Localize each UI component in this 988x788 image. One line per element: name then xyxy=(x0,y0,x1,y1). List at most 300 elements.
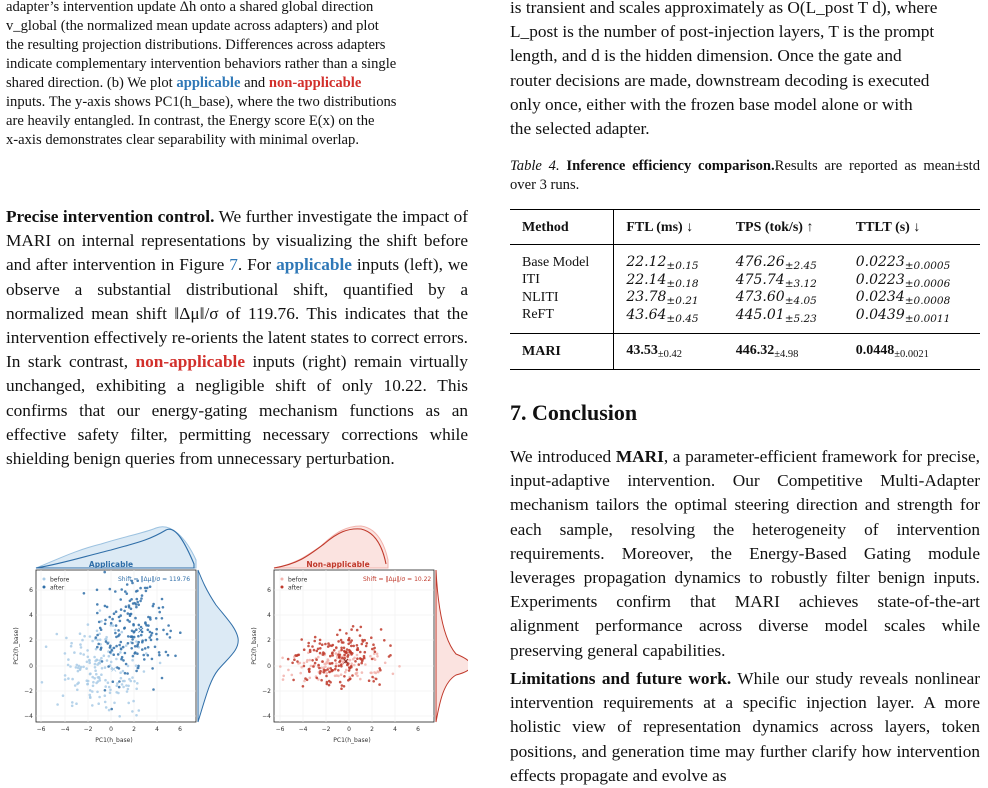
scatter-point xyxy=(144,647,147,650)
scatter-point xyxy=(324,643,327,646)
scatter-point xyxy=(384,662,387,665)
scatter-point xyxy=(112,624,115,627)
caption-nonapplicable: non-applicable xyxy=(268,75,362,91)
scatter-point xyxy=(86,649,89,652)
scatter-point xyxy=(372,643,375,646)
caption-line: x-axis demonstrates clear separability with minimal overlap. xyxy=(6,132,359,148)
scatter-point xyxy=(95,673,98,676)
scatter-point xyxy=(356,671,359,674)
scatter-point xyxy=(86,683,89,686)
precise-paragraph: Precise intervention control. We further investigate the impact of MARI on internal representations by visualizing the shift before and after intervention in Figure 7. For applicable inputs (left), we observe a substantial distributional shift, quantified by a normalized mean shift ‖Δμ‖/σ of 119.76. This indicates that the intervention effectively re-orients the latent states to correct errors. In stark contrast, non-applicable inputs (right) remain virtually unchanged, exhibiting a negligible shift of only 10.22. This confirms that our energy-gating mechanism functions as an effective safety filter, permitting necessary corrections while shielding benign queries from unnecessary perturbation. xyxy=(6,207,468,469)
scatter-point xyxy=(101,660,104,663)
scatter-point xyxy=(110,708,113,711)
legend-dot-after xyxy=(43,586,46,589)
scatter-point xyxy=(79,652,82,655)
table-row: ReFT $43.64_{\pm 0.45}$ $445.01_{\pm 5.23}$ $0.0439_{\pm 0.0011}$ xyxy=(510,307,980,334)
scatter-point xyxy=(356,654,359,657)
scatter-point xyxy=(97,702,100,705)
scatter-point xyxy=(350,645,353,648)
scatter-point xyxy=(376,655,379,658)
scatter-point xyxy=(331,669,334,672)
scatter-point xyxy=(134,645,137,648)
scatter-point xyxy=(115,624,118,627)
scatter-point xyxy=(339,681,342,684)
svg-text:4: 4 xyxy=(155,726,159,733)
caption-line: indicate complementary intervention behaviors rather than a single xyxy=(6,56,397,72)
scatter-point xyxy=(120,648,123,651)
scatter-point xyxy=(364,651,367,654)
scatter-point xyxy=(71,678,74,681)
scatter-point xyxy=(161,598,164,601)
scatter-point xyxy=(316,650,319,653)
scatter-point xyxy=(67,664,70,667)
scatter-point xyxy=(96,634,99,637)
scatter-point xyxy=(364,663,367,666)
scatter-point xyxy=(126,583,129,586)
centroid-marker-after: × xyxy=(137,626,145,636)
scatter-point xyxy=(106,659,109,662)
scatter-point xyxy=(124,672,127,675)
scatter-point xyxy=(137,667,140,670)
scatter-point xyxy=(145,590,148,593)
svg-text:−6: −6 xyxy=(36,726,46,733)
scatter-point xyxy=(101,667,104,670)
scatter-point xyxy=(122,670,125,673)
panel-applicable xyxy=(13,527,238,744)
scatter-point xyxy=(115,658,118,661)
scatter-point xyxy=(89,635,92,638)
caption-line: inputs. The y-axis shows PC1(h_base), where the two distributions xyxy=(6,94,397,110)
scatter-point xyxy=(333,649,336,652)
scatter-point xyxy=(327,659,330,662)
scatter-point xyxy=(360,658,363,661)
scatter-point xyxy=(344,671,347,674)
scatter-point xyxy=(104,701,107,704)
scatter-point xyxy=(112,653,115,656)
scatter-point xyxy=(118,667,121,670)
scatter-point xyxy=(91,690,94,693)
scatter-point xyxy=(128,620,131,623)
scatter-point xyxy=(321,643,324,646)
table-header: TTLT (s) ↓ xyxy=(844,210,980,245)
scatter-point xyxy=(70,645,73,648)
scatter-point xyxy=(326,681,329,684)
scatter-point xyxy=(279,665,282,668)
scatter-point xyxy=(398,665,401,668)
scatter-point xyxy=(127,612,130,615)
scatter-point xyxy=(300,638,303,641)
svg-text:2: 2 xyxy=(132,726,136,733)
scatter-point xyxy=(140,597,143,600)
scatter-point xyxy=(139,600,142,603)
shift-label: Shift = ‖Δμ‖/σ = 10.22 xyxy=(363,576,432,583)
scatter-point xyxy=(322,653,325,656)
scatter-point xyxy=(65,637,68,640)
scatter-point xyxy=(120,588,123,591)
scatter-point xyxy=(392,673,395,676)
scatter-point xyxy=(56,633,59,636)
centroid-marker-before: × xyxy=(110,665,118,675)
scatter-point xyxy=(127,688,130,691)
scatter-point xyxy=(127,685,130,688)
scatter-point xyxy=(108,616,111,619)
text-line: the selected adapter. xyxy=(510,119,650,139)
scatter-point xyxy=(108,709,111,712)
scatter-point xyxy=(120,641,123,644)
scatter-point xyxy=(328,684,331,687)
scatter-point xyxy=(311,659,314,662)
applicable-term: applicable xyxy=(276,255,352,275)
scatter-point xyxy=(118,715,121,718)
svg-text:6: 6 xyxy=(29,587,33,594)
scatter-point xyxy=(359,678,362,681)
scatter-point xyxy=(155,633,158,636)
scatter-point xyxy=(79,643,82,646)
scatter-point xyxy=(332,644,335,647)
scatter-point xyxy=(340,687,343,690)
svg-text:4: 4 xyxy=(393,726,397,733)
scatter-point xyxy=(300,666,303,669)
scatter-point xyxy=(128,604,131,607)
scatter-point xyxy=(126,592,129,595)
scatter-point xyxy=(303,648,306,651)
scatter-point xyxy=(309,650,312,653)
svg-text:−4: −4 xyxy=(24,713,33,720)
scatter-point xyxy=(147,646,150,649)
scatter-point xyxy=(127,635,130,638)
scatter-point xyxy=(97,643,100,646)
intro-text xyxy=(510,0,980,141)
scatter-point xyxy=(313,649,316,652)
scatter-point xyxy=(380,628,383,631)
scatter-point xyxy=(166,633,169,636)
scatter-point xyxy=(141,594,144,597)
scatter-point xyxy=(151,658,154,661)
scatter-point xyxy=(98,696,101,699)
scatter-point xyxy=(346,648,349,651)
scatter-point xyxy=(345,632,348,635)
scatter-point xyxy=(294,654,297,657)
scatter-point xyxy=(126,672,129,675)
legend-dot-after xyxy=(281,586,284,589)
scatter-point xyxy=(127,642,130,645)
scatter-point xyxy=(313,640,316,643)
scatter-point xyxy=(143,670,146,673)
shift-label: Shift = ‖Δμ‖/σ = 119.76 xyxy=(118,576,191,583)
scatter-point xyxy=(156,638,159,641)
scatter-point xyxy=(125,644,128,647)
scatter-point xyxy=(98,677,101,680)
svg-text:−2: −2 xyxy=(83,726,93,733)
scatter-point xyxy=(92,681,95,684)
scatter-point xyxy=(161,617,164,620)
scatter-point xyxy=(137,641,140,644)
scatter-point xyxy=(79,667,82,670)
caption-line: shared direction. (b) We plot applicable and non-applicable xyxy=(6,75,362,91)
text-line: only once, either with the frozen base model alone or with xyxy=(510,94,913,114)
scatter-point xyxy=(103,571,106,574)
scatter-point xyxy=(133,680,136,683)
scatter-point xyxy=(136,598,139,601)
scatter-point xyxy=(76,689,79,692)
scatter-point xyxy=(122,680,125,683)
scatter-point xyxy=(383,639,386,642)
scatter-point xyxy=(369,672,372,675)
scatter-point xyxy=(116,684,119,687)
scatter-point xyxy=(282,675,285,678)
scatter-point xyxy=(114,632,117,635)
scatter-point xyxy=(82,666,85,669)
scatter-point xyxy=(368,679,371,682)
panel-nonapplicable xyxy=(251,526,468,744)
scatter-point xyxy=(162,606,165,609)
scatter-point xyxy=(149,618,152,621)
scatter-point xyxy=(352,645,355,648)
scatter-point xyxy=(124,652,127,655)
scatter-point xyxy=(349,678,352,681)
scatter-point xyxy=(311,645,314,648)
scatter-point xyxy=(375,672,378,675)
figure-ref-link[interactable]: 7 xyxy=(229,255,238,275)
scatter-point xyxy=(93,656,96,659)
scatter-point xyxy=(350,628,353,631)
scatter-point xyxy=(119,651,122,654)
scatter-point xyxy=(309,677,312,680)
scatter-point xyxy=(281,657,284,660)
table-header: TPS (tok/s) ↑ xyxy=(724,210,844,245)
scatter-point xyxy=(335,652,338,655)
scatter-point xyxy=(150,634,153,637)
svg-text:6: 6 xyxy=(178,726,182,733)
scatter-point xyxy=(100,628,103,631)
scatter-point xyxy=(126,690,129,693)
scatter-point xyxy=(145,639,148,642)
svg-text:−4: −4 xyxy=(262,713,271,720)
svg-text:2: 2 xyxy=(29,637,33,644)
scatter-point xyxy=(100,657,103,660)
scatter-point xyxy=(134,651,137,654)
scatter-point xyxy=(374,651,377,654)
scatter-point xyxy=(293,658,296,661)
scatter-point xyxy=(82,653,85,656)
caption-line: v_global (the normalized mean update across adapters) and plot xyxy=(6,18,379,34)
scatter-point xyxy=(319,652,322,655)
scatter-point xyxy=(357,649,360,652)
scatter-point xyxy=(365,645,368,648)
scatter-point xyxy=(129,613,132,616)
scatter-point xyxy=(371,658,374,661)
scatter-point xyxy=(159,662,162,665)
scatter-point xyxy=(335,665,338,668)
conclusion-heading: 7. Conclusion xyxy=(510,400,638,425)
scatter-point xyxy=(95,636,98,639)
scatter-point xyxy=(117,629,120,632)
scatter-point xyxy=(130,680,133,683)
scatter-point xyxy=(133,630,136,633)
legend-after: after xyxy=(288,584,303,592)
scatter-point xyxy=(338,661,341,664)
scatter-point xyxy=(79,632,82,635)
shift-figure xyxy=(6,520,468,770)
scatter-point xyxy=(81,639,84,642)
scatter-point xyxy=(104,689,107,692)
scatter-point xyxy=(131,638,134,641)
scatter-point xyxy=(136,590,139,593)
scatter-point xyxy=(321,660,324,663)
scatter-point xyxy=(373,647,376,650)
scatter-point xyxy=(131,710,134,713)
scatter-point xyxy=(141,641,144,644)
scatter-point xyxy=(308,668,311,671)
scatter-point xyxy=(107,681,110,684)
scatter-point xyxy=(344,651,347,654)
scatter-point xyxy=(122,646,125,649)
scatter-point xyxy=(104,685,107,688)
scatter-point xyxy=(310,665,313,668)
scatter-point xyxy=(64,652,67,655)
scatter-point xyxy=(91,640,94,643)
scatter-point xyxy=(150,639,153,642)
svg-text:−6: −6 xyxy=(275,726,285,733)
svg-text:−4: −4 xyxy=(60,726,70,733)
scatter-point xyxy=(136,601,139,604)
scatter-point xyxy=(348,669,351,672)
caption-applicable: applicable xyxy=(176,75,241,91)
scatter-point xyxy=(119,620,122,623)
scatter-point xyxy=(104,623,107,626)
scatter-point xyxy=(359,651,362,654)
scatter-point xyxy=(67,658,70,661)
scatter-point xyxy=(73,651,76,654)
scatter-point xyxy=(158,651,161,654)
scatter-point xyxy=(149,585,152,588)
scatter-point xyxy=(67,677,70,680)
scatter-point xyxy=(118,680,121,683)
legend-dot-before xyxy=(281,578,284,581)
scatter-point xyxy=(75,702,78,705)
scatter-point xyxy=(87,680,90,683)
scatter-point xyxy=(155,617,158,620)
caption-line: adapter’s intervention update Δh onto a shared global direction xyxy=(6,0,374,15)
scatter-point xyxy=(389,644,392,647)
scatter-point xyxy=(113,647,116,650)
scatter-point xyxy=(96,612,99,615)
caption-line: the resulting projection distributions. Differences across adapters xyxy=(6,37,386,53)
scatter-point xyxy=(89,694,92,697)
scatter-point xyxy=(388,655,391,658)
panel-title: Non-applicable xyxy=(306,560,370,569)
scatter-point xyxy=(174,655,177,658)
scatter-point xyxy=(125,663,128,666)
scatter-point xyxy=(134,617,137,620)
scatter-point xyxy=(319,647,322,650)
scatter-point xyxy=(350,662,353,665)
scatter-point xyxy=(361,671,364,674)
scatter-point xyxy=(319,639,322,642)
scatter-point xyxy=(71,705,74,708)
scatter-point xyxy=(127,702,130,705)
scatter-point xyxy=(343,654,346,657)
scatter-point xyxy=(349,641,352,644)
scatter-point xyxy=(356,675,359,678)
efficiency-table xyxy=(510,209,980,370)
scatter-point xyxy=(351,652,354,655)
scatter-point xyxy=(116,682,119,685)
scatter-point xyxy=(64,674,67,677)
scatter-point xyxy=(169,630,172,633)
svg-text:0: 0 xyxy=(267,663,271,670)
scatter-point xyxy=(141,648,144,651)
x-axis-label: PC1(h_base) xyxy=(333,737,371,744)
scatter-point xyxy=(83,635,86,638)
scatter-point xyxy=(96,691,99,694)
scatter-point xyxy=(88,662,91,665)
scatter-point xyxy=(123,627,126,630)
scatter-point xyxy=(88,659,91,662)
scatter-point xyxy=(325,662,328,665)
table-header: Method xyxy=(510,210,614,245)
svg-text:6: 6 xyxy=(416,726,420,733)
scatter-point xyxy=(131,659,134,662)
scatter-point xyxy=(96,589,99,592)
svg-text:−4: −4 xyxy=(298,726,308,733)
scatter-point xyxy=(312,665,315,668)
scatter-point xyxy=(123,610,126,613)
scatter-point xyxy=(122,659,125,662)
scatter-point xyxy=(135,670,138,673)
table-row: Base Model $22.12_{\pm 0.15}$ $476.26_{\pm 2.45}$ $0.0223_{\pm 0.0005}$ xyxy=(510,245,980,272)
scatter-point xyxy=(94,663,97,666)
scatter-point xyxy=(331,654,334,657)
scatter-point xyxy=(340,647,343,650)
scatter-point xyxy=(306,660,309,663)
svg-text:−2: −2 xyxy=(321,726,331,733)
scatter-point xyxy=(151,632,154,635)
text-line: is transient and scales approximately as O(L_post T d), where xyxy=(510,0,938,17)
scatter-point xyxy=(348,637,351,640)
scatter-point xyxy=(135,606,138,609)
scatter-point xyxy=(317,664,320,667)
scatter-point xyxy=(96,639,99,642)
scatter-point xyxy=(142,654,145,657)
scatter-point xyxy=(335,646,338,649)
scatter-point xyxy=(287,658,290,661)
scatter-point xyxy=(96,630,99,633)
scatter-point xyxy=(347,654,350,657)
scatter-point xyxy=(135,714,138,717)
scatter-point xyxy=(167,624,170,627)
scatter-point xyxy=(329,644,332,647)
scatter-point xyxy=(144,621,147,624)
scatter-point xyxy=(96,646,99,649)
scatter-point xyxy=(110,622,113,625)
scatter-point xyxy=(132,700,135,703)
scatter-point xyxy=(355,668,358,671)
x-axis-label: PC1(h_base) xyxy=(95,737,133,744)
scatter-point xyxy=(120,608,123,611)
scatter-point xyxy=(287,669,290,672)
scatter-point xyxy=(121,683,124,686)
scatter-point xyxy=(358,663,361,666)
scatter-point xyxy=(325,675,328,678)
scatter-point xyxy=(122,686,125,689)
scatter-point xyxy=(167,654,170,657)
scatter-point xyxy=(303,680,306,683)
scatter-point xyxy=(137,604,140,607)
scatter-point xyxy=(77,681,80,684)
scatter-point xyxy=(124,590,127,593)
svg-text:0: 0 xyxy=(29,663,33,670)
